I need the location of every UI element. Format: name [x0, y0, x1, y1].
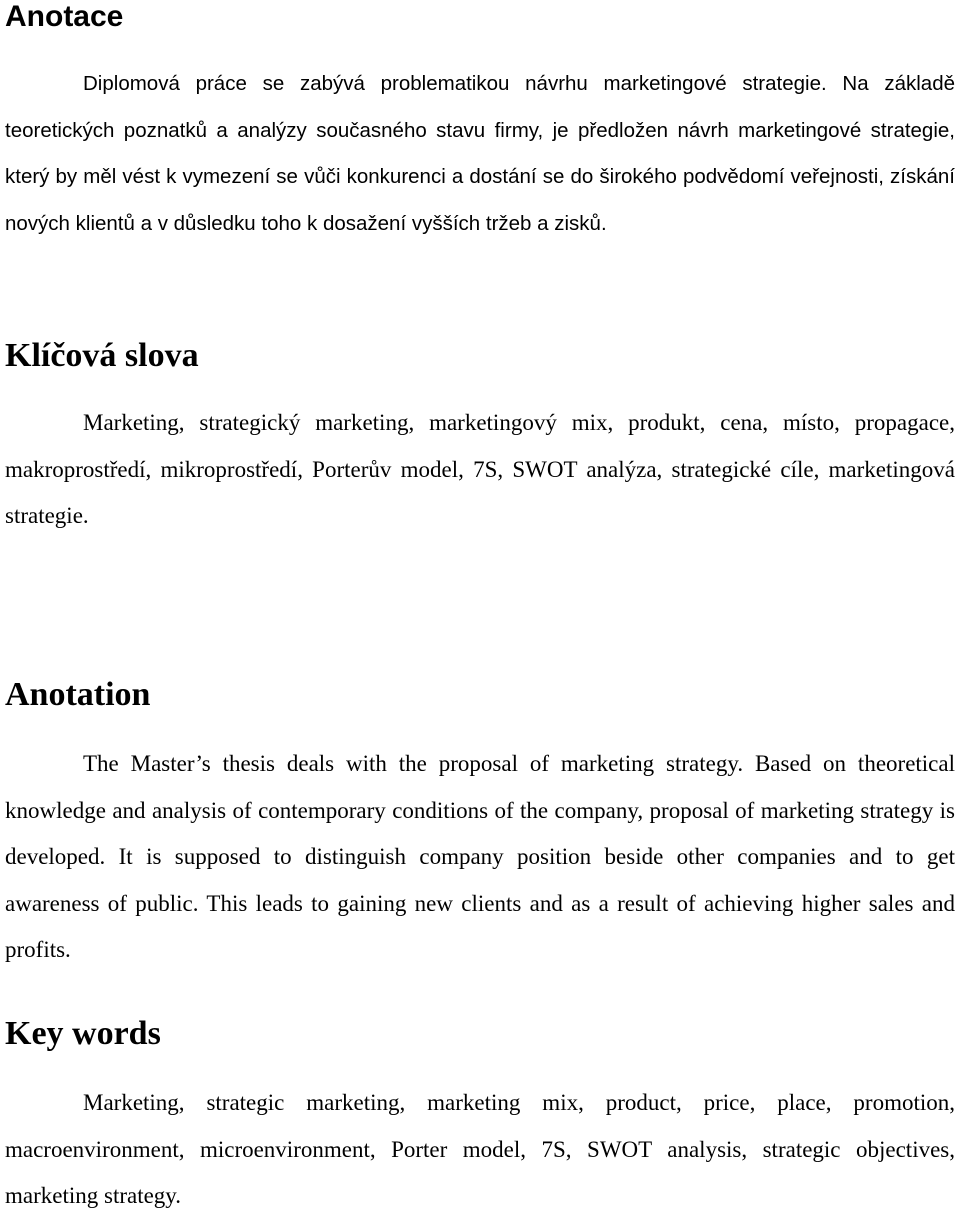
klicova-slova-heading: Klíčová slova	[5, 337, 199, 374]
key-words-heading: Key words	[5, 1015, 161, 1052]
klicova-slova-section	[5, 339, 955, 540]
anotation-heading: Anotation	[5, 676, 151, 713]
anotation-paragraph: The Master’s thesis deals with the proposal of marketing strategy. Based on theoretical knowledge and analysis of contemporary conditions of the company, proposal of marketing strategy is developed. It is supposed to distinguish company position beside other companies and to get awareness of public. This leads to gaining new clients and as a result of achieving higher sales and profits.	[5, 751, 955, 962]
anotace-section	[5, 0, 955, 247]
key-words-section	[5, 1017, 955, 1220]
anotace-heading: Anotace	[5, 0, 124, 33]
key-words-paragraph: Marketing, strategic marketing, marketing mix, product, price, place, promotion, macroenvironment, microenvironment, Porter model, 7S, SWOT analysis, strategic objectives, marketing strategy.	[5, 1090, 955, 1208]
anotation-section	[5, 678, 955, 974]
anotace-paragraph: Diplomová práce se zabývá problematikou návrhu marketingové strategie. Na základě teoretických poznatků a analýzy současného stavu firmy, je předložen návrh marketingové strategie, který by měl vést k vymezení se vůči konkurenci a dostání se do širokého podvědomí veřejnosti, získání nových klientů a v důsledku toho k dosažení vyšších tržeb a zisků.	[5, 72, 955, 235]
klicova-slova-paragraph: Marketing, strategický marketing, marketingový mix, produkt, cena, místo, propagace, makroprostředí, mikroprostředí, Porterův model, 7S, SWOT analýza, strategické cíle, marketingová strategie.	[5, 410, 955, 528]
